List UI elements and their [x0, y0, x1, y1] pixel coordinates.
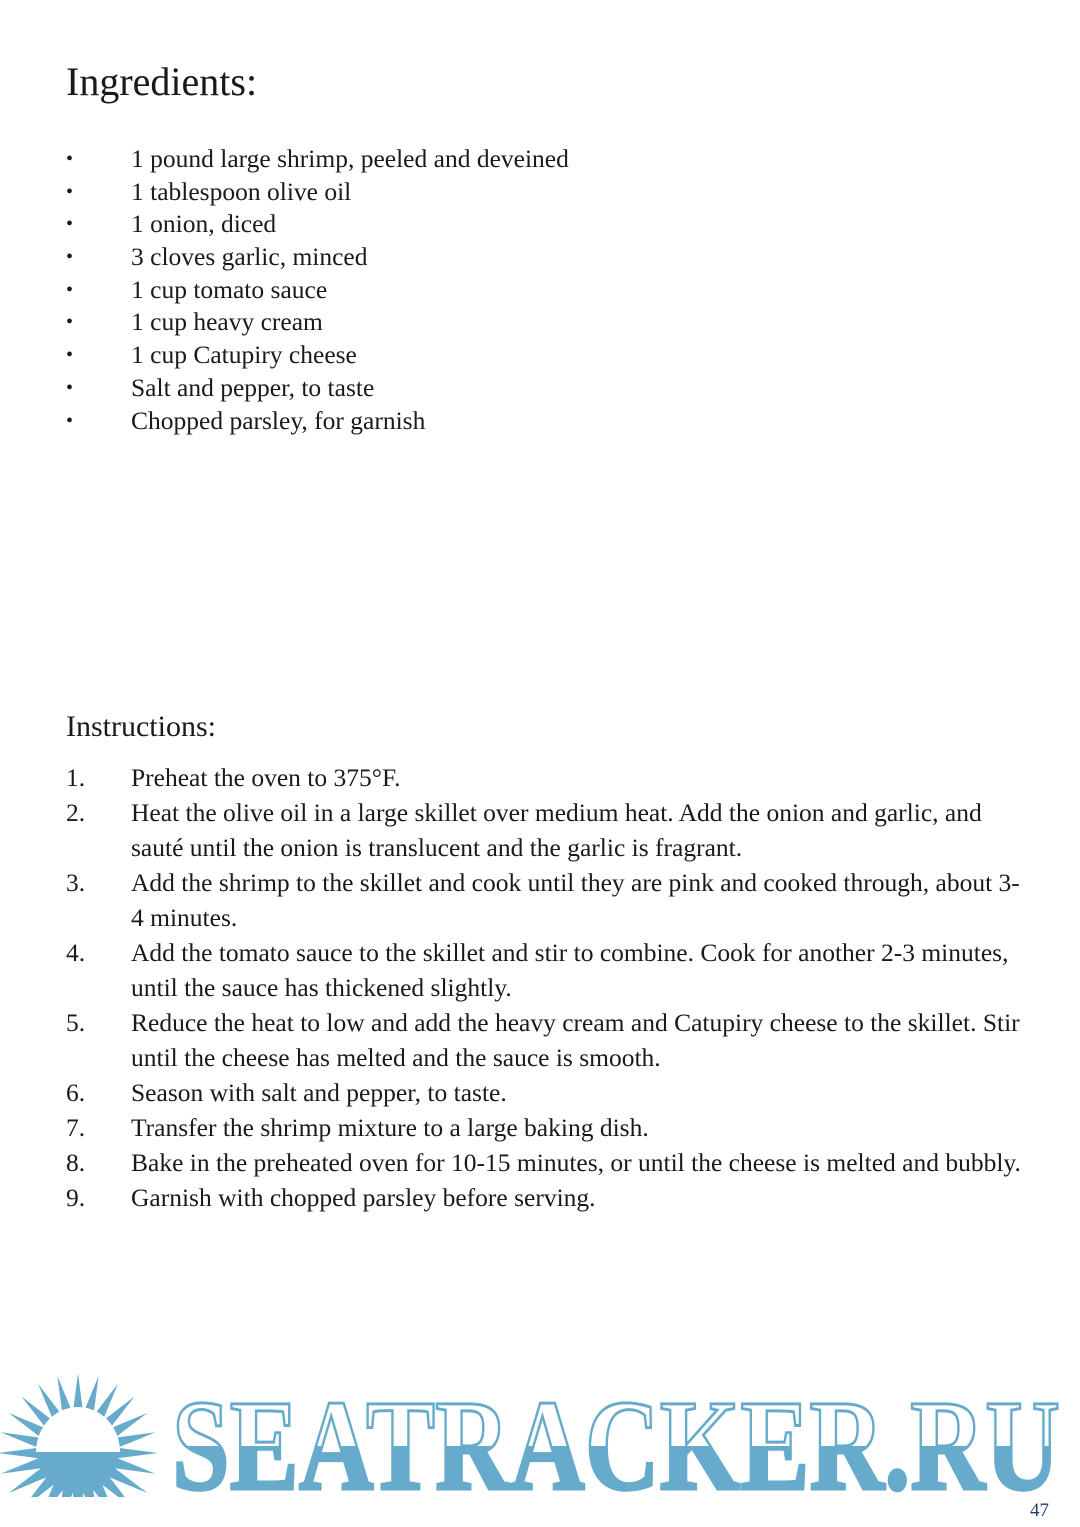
instruction-step: 8. Bake in the preheated oven for 10-15 minutes, or until the cheese is melted and bubbly. — [66, 1148, 1021, 1177]
instructions-heading: Instructions: — [66, 710, 216, 743]
bullet: • — [66, 246, 74, 269]
bullet: • — [66, 213, 74, 236]
bullet: • — [66, 376, 74, 399]
ingredient-item: • Salt and pepper, to taste — [66, 372, 569, 405]
bullet: • — [66, 344, 74, 367]
ingredient-item: • 1 tablespoon olive oil — [66, 176, 569, 209]
ingredient-item: • 3 cloves garlic, minced — [66, 241, 569, 274]
seatracker-watermark-logo — [0, 1365, 1080, 1497]
instruction-step: 2. Heat the olive oil in a large skillet over medium heat. Add the onion and garlic, and sauté until the onion is translucent and the garlic is fragrant. — [66, 798, 982, 862]
instruction-step: 3. Add the shrimp to the skillet and cook until they are pink and cooked through, about 3-4 minutes. — [66, 868, 1020, 932]
watermark-text: SEATRACKER.RU — [172, 1374, 1060, 1497]
ingredient-item: • 1 pound large shrimp, peeled and deveined — [66, 143, 569, 176]
ingredient-item: • 1 cup tomato sauce — [66, 274, 569, 307]
instruction-step: 4. Add the tomato sauce to the skillet and stir to combine. Cook for another 2-3 minutes, until the sauce has thickened slightly. — [66, 938, 1009, 1002]
ingredients-heading: Ingredients: — [66, 59, 258, 104]
bullet: • — [66, 180, 74, 203]
ingredient-item: • 1 cup Catupiry cheese — [66, 339, 569, 372]
instruction-step: 6. Season with salt and pepper, to taste. — [66, 1078, 507, 1107]
ingredient-item: • Chopped parsley, for garnish — [66, 405, 569, 438]
bullet: • — [66, 409, 74, 432]
ingredient-item: • 1 onion, diced — [66, 208, 569, 241]
bullet: • — [66, 278, 74, 301]
bullet: • — [66, 148, 74, 170]
instruction-step: 7. Transfer the shrimp mixture to a large baking dish. — [66, 1113, 649, 1142]
ingredient-item: • 1 cup heavy cream — [66, 306, 569, 339]
instructions-list — [66, 760, 1026, 1215]
page-number: 47 — [1030, 1500, 1049, 1521]
instruction-step: 1. Preheat the oven to 375°F. — [66, 763, 401, 792]
instruction-step: 9. Garnish with chopped parsley before serving. — [66, 1183, 596, 1212]
instruction-step: 5. Reduce the heat to low and add the heavy cream and Catupiry cheese to the skillet. Stir until the cheese has melted and the sauce is smooth. — [66, 1008, 1020, 1072]
ingredients-list — [66, 143, 569, 437]
bullet: • — [66, 311, 74, 334]
sun-icon — [0, 1373, 158, 1497]
